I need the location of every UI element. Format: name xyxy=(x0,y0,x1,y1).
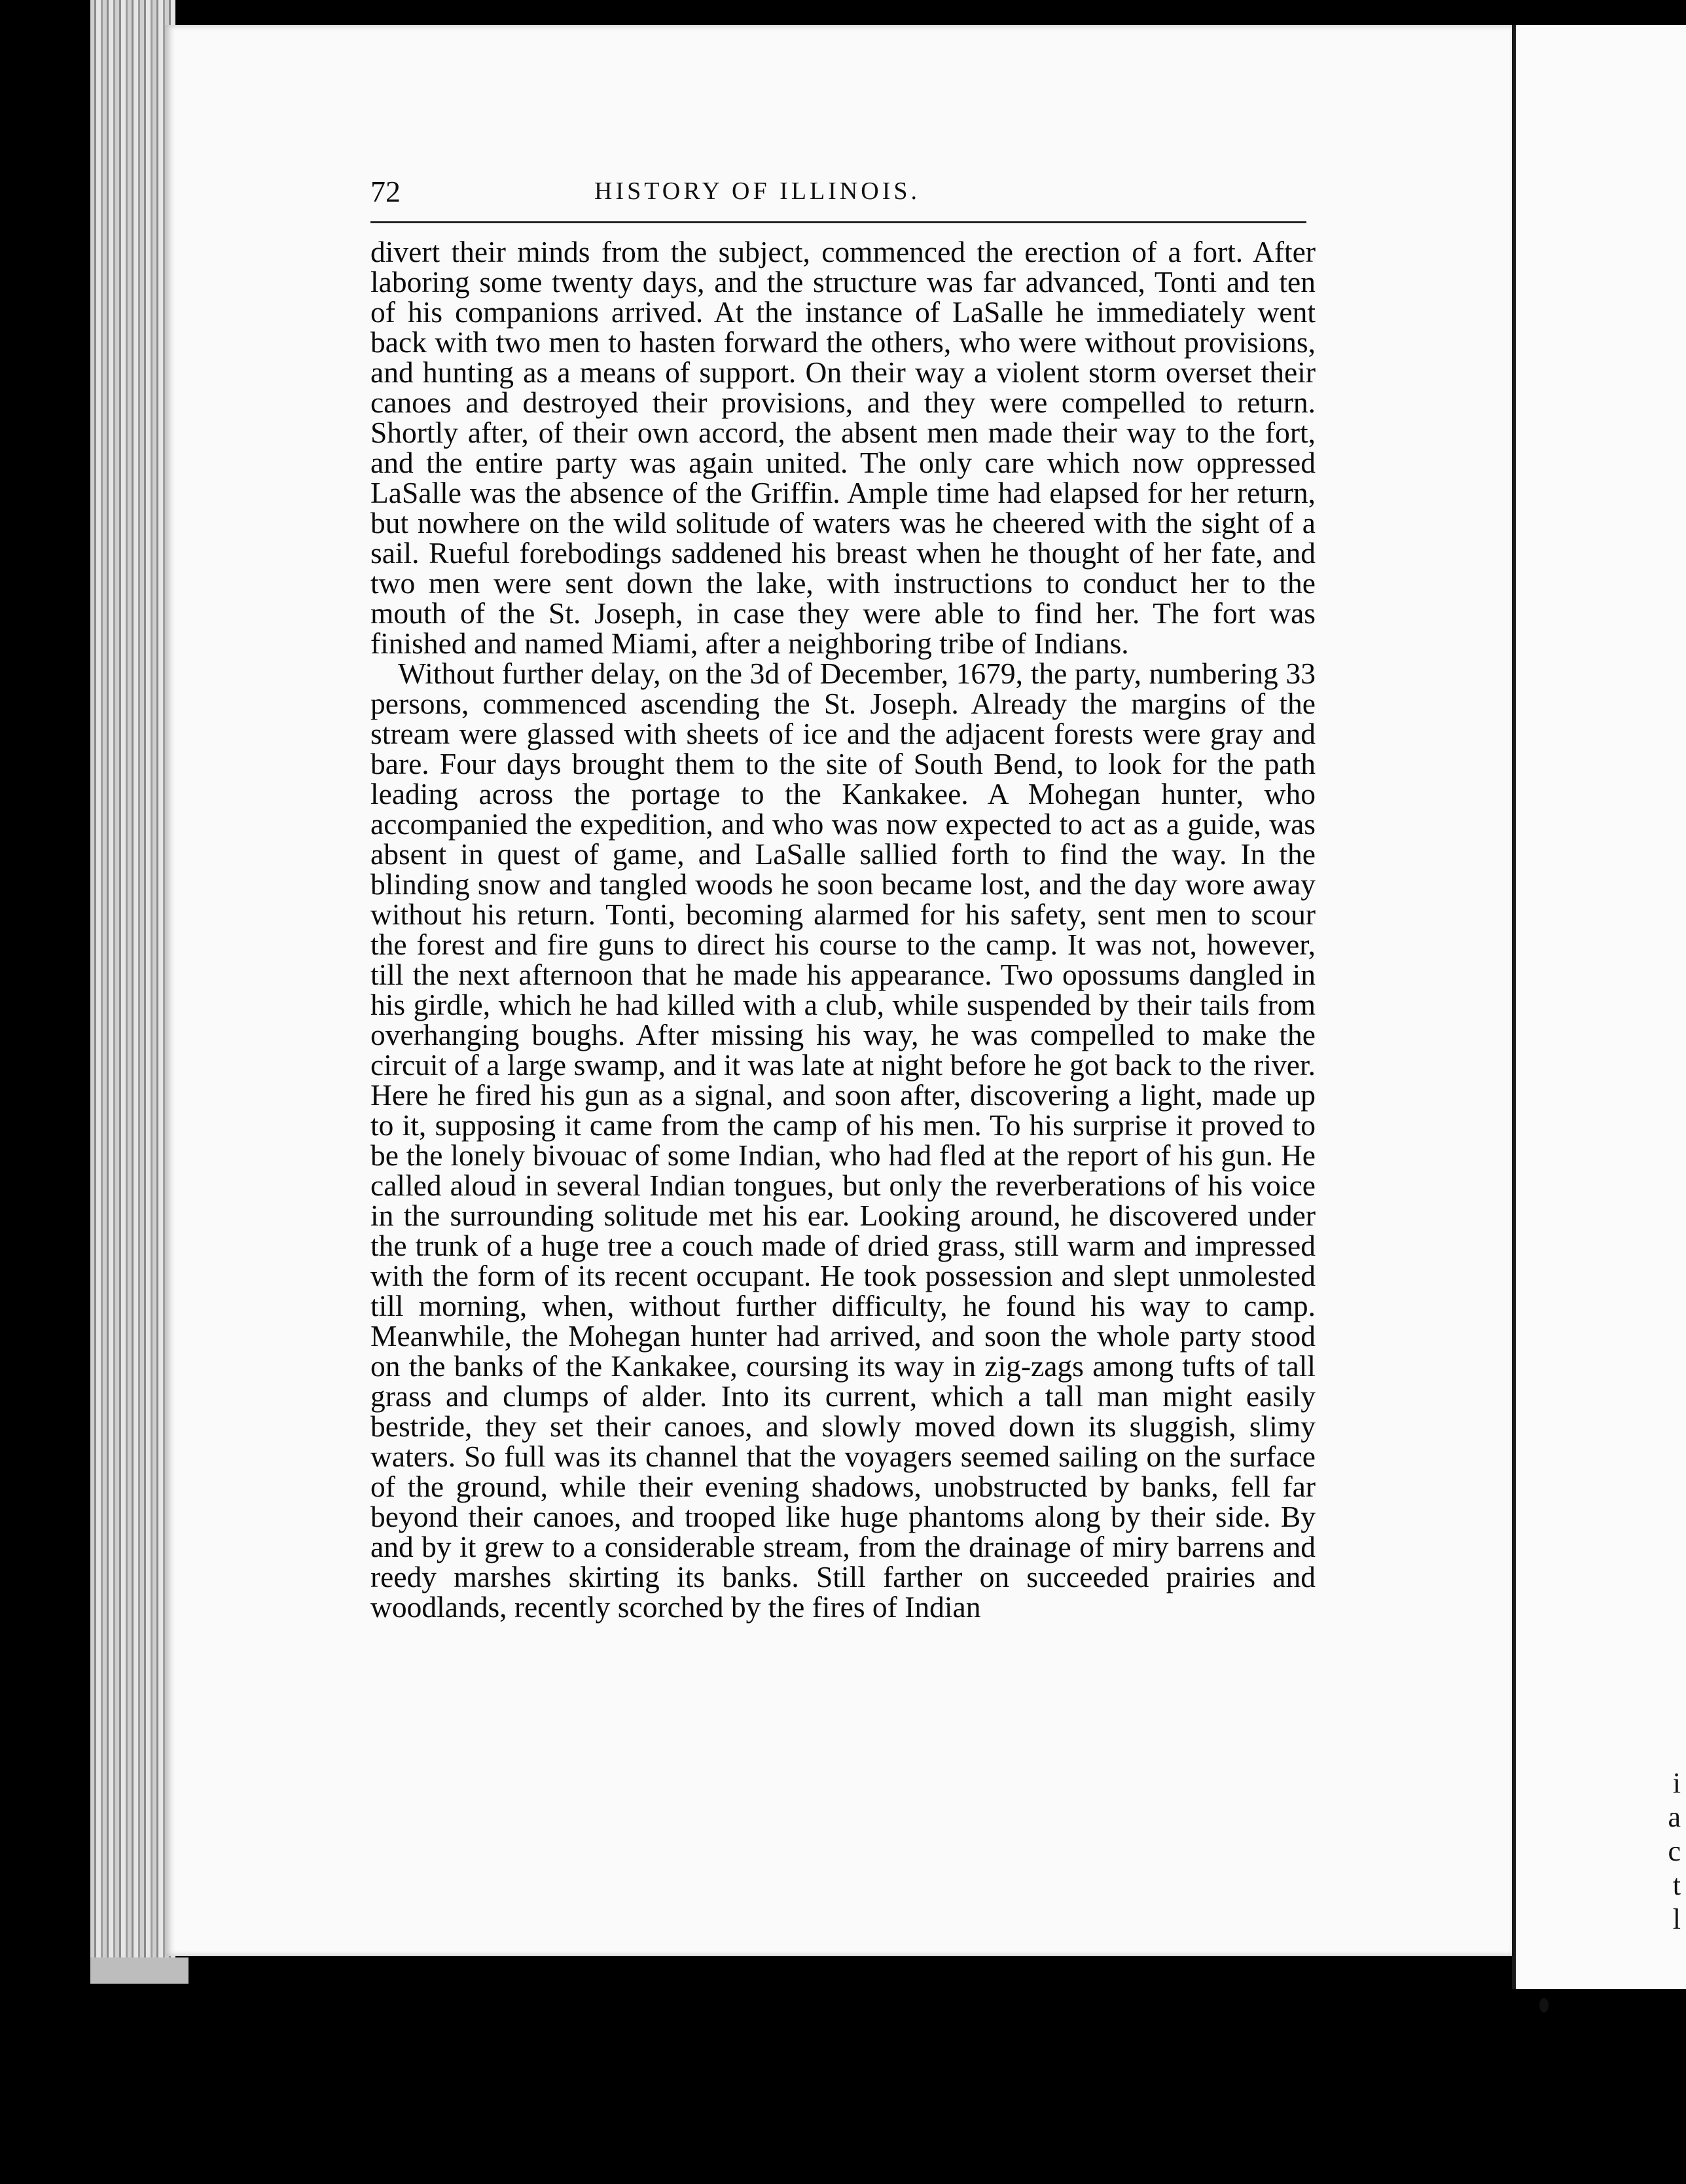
page-edge-bottom xyxy=(90,1957,188,1984)
header-rule xyxy=(370,221,1306,223)
running-title: HISTORY OF ILLINOIS. xyxy=(594,177,920,205)
paragraph: divert their minds from the subject, commenced the erection of a fort. After laboring some twenty days, and the structure was far advanced, Tonti and ten of his companions arrived. At the instance of LaSalle he immediately went back with two men to hasten forward the others, who were without provisions, and hunting as a means of support. On their way a violent storm overset their canoes and destroyed their provisions, and they were compelled to return. Shortly after, of their own accord, the absent men made their way to the fort, and the entire party was again united. The only care which now oppressed LaSalle was the absence of the Griffin. Ample time had elapsed for her return, but nowhere on the wild solitude of waters was he cheered with the sight of a sail. Rueful forebodings saddened his breast when he thought of her fate, and two men were sent down the lake, with instructions to conduct her to the mouth of the St. Joseph, in case they were able to find her. The fort was finished and named Miami, after a neighboring tribe of Indians. xyxy=(370,235,1316,660)
facing-letter: a xyxy=(1668,1801,1681,1833)
facing-letter: t xyxy=(1672,1869,1681,1901)
running-head xyxy=(208,174,1306,211)
facing-letter: c xyxy=(1668,1835,1681,1867)
facing-letter: i xyxy=(1672,1767,1681,1799)
ink-spot xyxy=(1539,1998,1549,2012)
facing-page-letters xyxy=(1661,1766,1681,1937)
page-edges xyxy=(90,0,175,1964)
body-text xyxy=(370,237,1316,1622)
facing-page xyxy=(1512,25,1686,1989)
paragraph: Without further delay, on the 3d of December, 1679, the party, numbering 33 persons, commenced ascending the St. Joseph. Already the margins of the stream were glassed with sheets of ice and the adjacent forests were gray and bare. Four days brought them to the site of South Bend, to look for the path leading across the portage to the Kankakee. A Mohegan hunter, who accompanied the expedition, and who was now expected to act as a guide, was absent in quest of game, and LaSalle sallied forth to find the way. In the blinding snow and tangled woods he soon became lost, and the day wore away without his return. Tonti, becoming alarmed for his safety, sent men to scour the forest and fire guns to direct his course to the camp. It was not, however, till the next afternoon that he made his appearance. Two opossums dangled in his girdle, which he had killed with a club, while suspended by their tails from overhanging boughs. After missing his way, he was compelled to make the circuit of a large swamp, and it was late at night before he got back to the river. Here he fired his gun as a signal, and soon after, discovering a light, made up to it, supposing it came from the camp of his men. To his surprise it proved to be the lonely bivouac of some Indian, who had fled at the report of his gun. He called aloud in several Indian tongues, but only the reverberations of his voice in the surrounding solitude met his ear. Looking around, he discovered under the trunk of a huge tree a couch made of dried grass, still warm and impressed with the form of its recent occupant. He took possession and slept unmolested till morning, when, without further difficulty, he found his way to camp. Meanwhile, the Mohegan hunter had arrived, and soon the whole party stood on the banks of the Kankakee, coursing its way in zig-zags among tufts of tall grass and clumps of alder. Into its current, which a tall man might easily bestride, they set their canoes, and slowly moved down its sluggish, slimy waters. So full was its channel that the voyagers seemed sailing on the surface of the ground, while their evening shadows, unobstructed by banks, fell far beyond their canoes, and trooped like huge phantoms along by their side. By and by it grew to a considerable stream, from the drainage of miry barrens and reedy marshes skirting its banks. Still farther on succeeded prairies and woodlands, recently scorched by the fires of Indian xyxy=(370,657,1316,1624)
facing-letter: l xyxy=(1672,1903,1681,1935)
page-number: 72 xyxy=(370,175,401,208)
